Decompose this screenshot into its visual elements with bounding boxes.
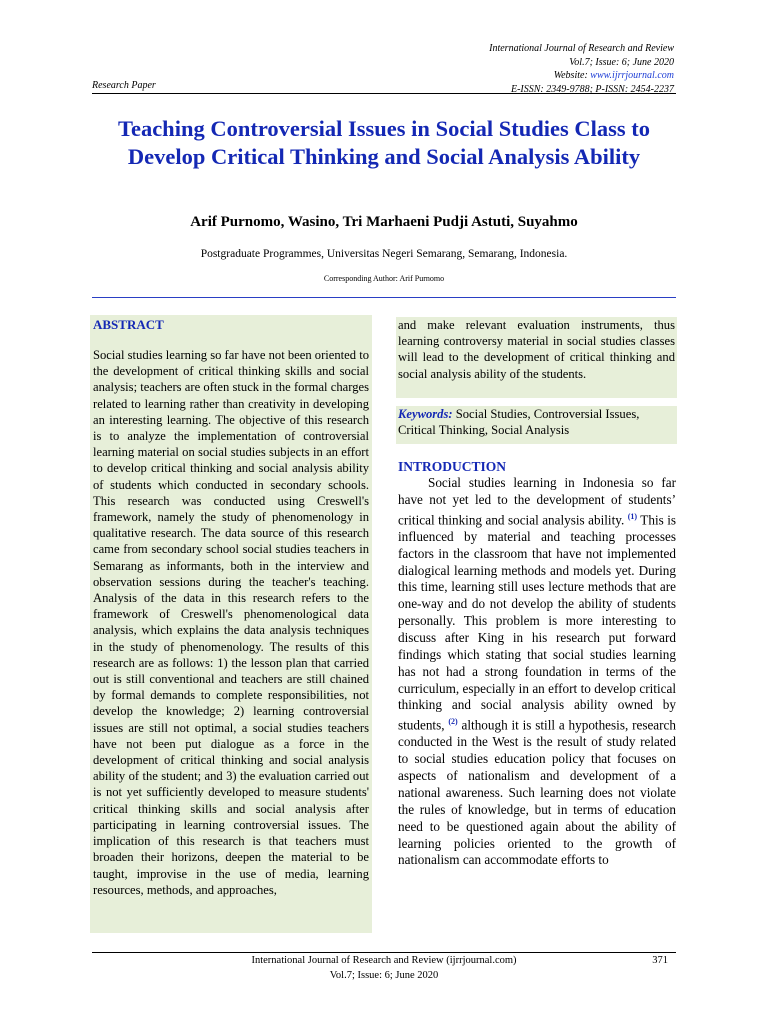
keywords-text [396,406,677,438]
footer-divider [92,952,676,953]
author-list: Arif Purnomo, Wasino, Tri Marhaeni Pudji Astuti, Suyahmo [190,214,578,230]
citation-ref-2[interactable]: (2) [448,717,458,727]
intro-text-part2: This is influenced by material and teaching processes factors in the classroom that have not implemented dialogical learning methods and models yet. During this time, learning still uses lecture methods that are one-way and do not develop the ability of students personally. This problem is more interesting to discuss after King in his research put forward findings which stating that social studies learning has not had a strong foundation in terms of the curriculum, especially in an effort to develop critical thinking and social analysis ability owned by students, [398,512,676,733]
abstract-continuation-text: and make relevant evaluation instruments, thus learning controversy material in social studies classes will lead to the development of critical thinking and social analysis ability of the students. [398,318,675,381]
header-divider [92,93,676,94]
corresponding-author: Corresponding Author: Arif Purnomo [323,274,445,283]
abstract-box [90,315,372,933]
keywords-list: Social Studies, Controversial Issues, Critical Thinking, Social Analysis [398,407,640,438]
journal-issn: E-ISSN: 2349-9788; P-ISSN: 2454-2237 [510,83,674,95]
abstract-continuation-box [396,317,677,398]
journal-name: International Journal of Research and Review [489,43,674,54]
citation-ref-1[interactable]: (1) [627,511,638,521]
footer-volume: Vol.7; Issue: 6; June 2020 [329,970,439,981]
website-link[interactable]: www.ijrrjournal.com [590,70,674,81]
keywords-box [396,406,677,444]
abstract-heading: ABSTRACT [93,317,164,332]
introduction-text [398,475,676,869]
intro-text-part3: although it is still a hypothesis, research conducted in the West is the result of study related to social studies education policy that focuses on aspects of nationalism and development of a national awareness. Such learning does not violate the rules of knowledge, but in terms of education need to be questioned again about the ability of learning policies oriented to the growth of nationalism can accommodate efforts to [398,717,676,868]
title-divider [92,297,676,298]
journal-website [489,69,674,83]
paper-type-label: Research Paper [92,80,156,91]
page-number: 371 [652,955,668,966]
keywords-label: Keywords: [398,407,453,421]
running-header [489,42,674,96]
journal-volume: Vol.7; Issue: 6; June 2020 [569,56,674,68]
paper-title: Teaching Controversial Issues in Social Studies Class to Develop Critical Thinking and Social Analysis Ability [118,116,650,169]
intro-text-part1: Social studies learning in Indonesia so far have not yet led to the development of students’ critical thinking and social analysis ability. [398,475,676,528]
affiliation: Postgraduate Programmes, Universitas Negeri Semarang, Semarang, Indonesia. [200,248,568,260]
abstract-text: Social studies learning so far have not been oriented to the development of critical thinking skills and social analysis; teachers are often stuck in the formal charges related to learning rather than creativity in developing an interesting learning. The objective of this research is to analyze the implementation of controversial learning material on social studies subjects in an effort to develop critical thinking and social analysis ability of students which conducted in secondary schools. This research was conducted using Creswell's framework, namely the study of phenomenology in qualitative research. The data source of this research came from secondary school social studies teachers in Semarang as informants, both in the interview and observation sessions during the teacher's teaching. Analysis of the data in this research refers to the framework of Creswell's phenomenological data analysis, which explains the data analysis techniques in the study of phenomenology. The results of this research are as follows: 1) the lesson plan that carried out is still conventional and teachers are still chained by formal demands to complete responsibilities, not develop the knowledge; 2) learning controversial issues are still not optimal, a social studies teachers have not been put dialogue as a force in the development of critical thinking and social analysis ability of the student; and 3) the evaluation carried out is not yet sufficiently developed to measure students' critical thinking skills and social analysis after participating in learning controversial issues. The implication of this research is that teachers must broaden their horizons, deepen the material to be taught, improvise in the use of media, learning resources, methods, and approaches, [93,348,369,897]
introduction-heading: INTRODUCTION [398,459,507,474]
website-label: Website: [553,70,591,81]
footer-journal: International Journal of Research and Review (ijrrjournal.com) [251,955,517,966]
